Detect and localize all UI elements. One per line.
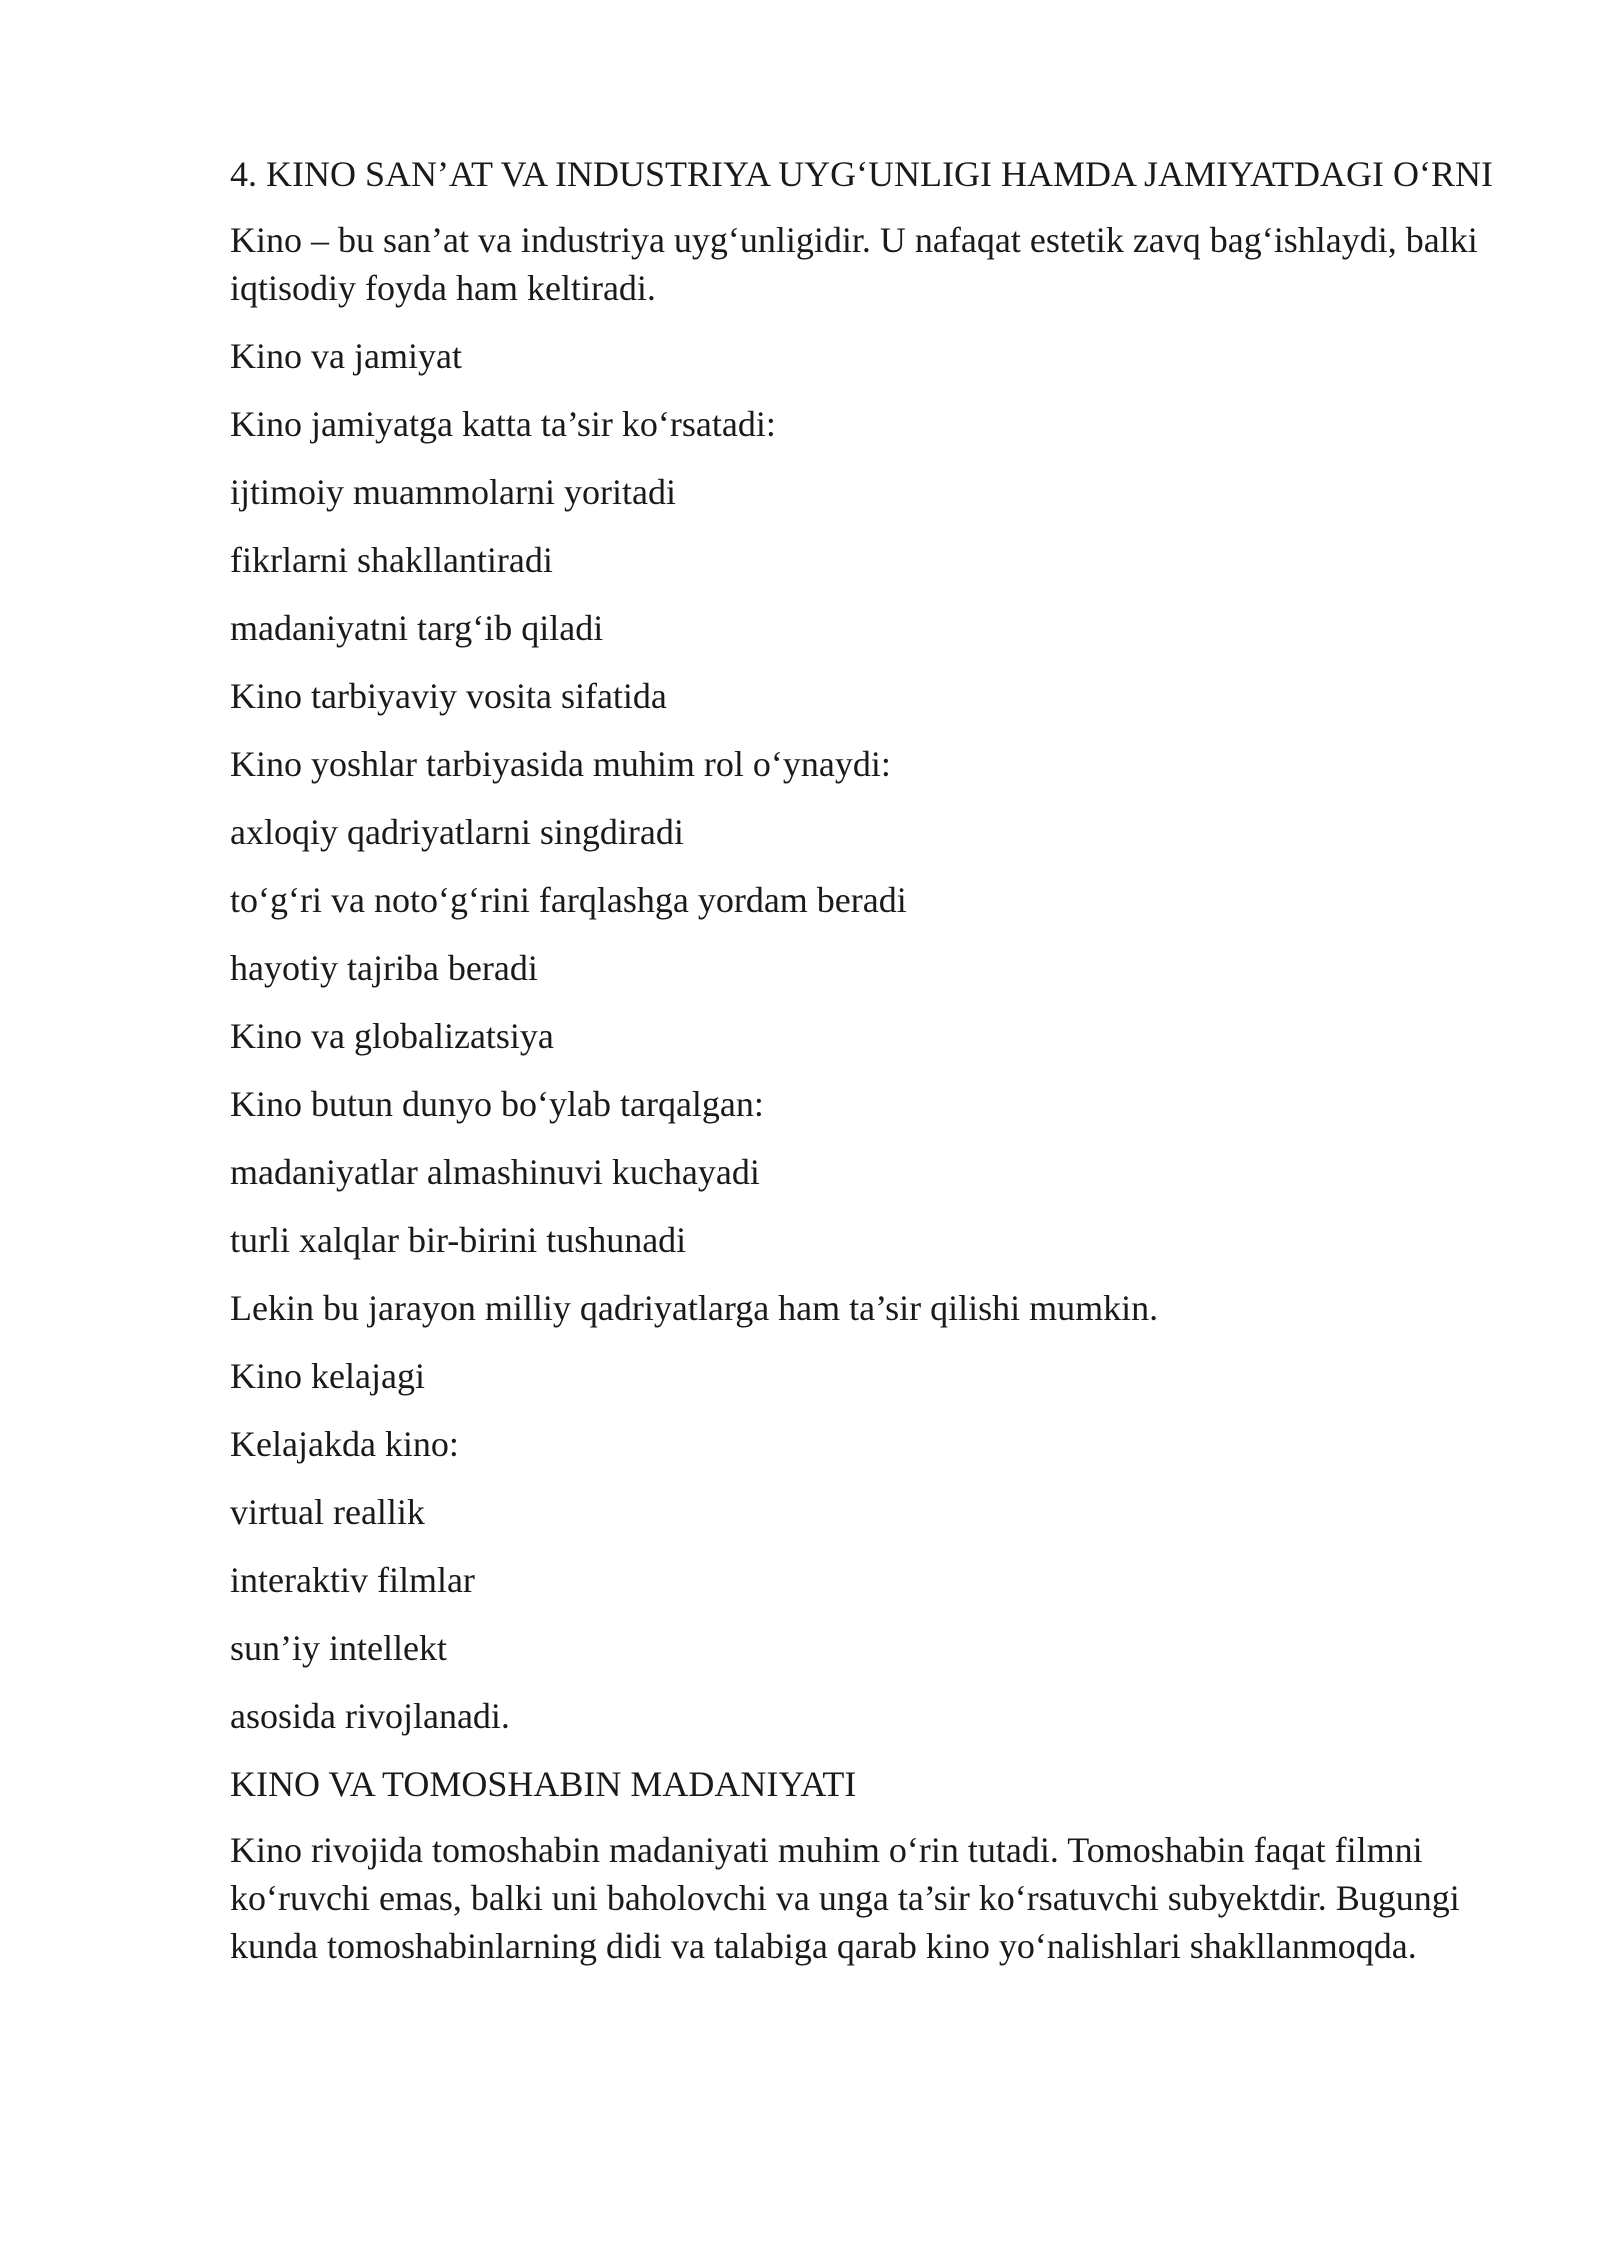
paragraph: fikrlarni shakllantiradi: [230, 540, 553, 580]
section-heading: KINO VA TOMOSHABIN MADANIYATI: [230, 1764, 857, 1804]
paragraph: hayotiy tajriba beradi: [230, 948, 538, 988]
paragraph: madaniyatni targ‘ib qiladi: [230, 608, 604, 648]
paragraph: ijtimoiy muammolarni yoritadi: [230, 472, 676, 512]
paragraph: madaniyatlar almashinuvi kuchayadi: [230, 1152, 760, 1192]
document-body: [230, 150, 1500, 1990]
paragraph: Kino tarbiyaviy vosita sifatida: [230, 676, 667, 716]
paragraph: to‘g‘ri va noto‘g‘rini farqlashga yordam beradi: [230, 880, 907, 920]
paragraph: Lekin bu jarayon milliy qadriyatlarga ham ta’sir qilishi mumkin.: [230, 1288, 1159, 1328]
paragraph: asosida rivojlanadi.: [230, 1696, 510, 1736]
paragraph: Kelajakda kino:: [230, 1424, 459, 1464]
paragraph: Kino yoshlar tarbiyasida muhim rol o‘ynaydi:: [230, 744, 891, 784]
paragraph: Kino butun dunyo bo‘ylab tarqalgan:: [230, 1084, 764, 1124]
paragraph: Kino rivojida tomoshabin madaniyati muhim o‘rin tutadi. Tomoshabin faqat filmni ko‘ruvchi emas, balki uni baholovchi va unga ta’sir ko‘rsatuvchi subyektdir. Bugungi kunda tomoshabinlarning didi va talabiga qarab kino yo‘nalishlari shakllanmoqda.: [230, 1830, 1460, 1966]
paragraph: axloqiy qadriyatlarni singdiradi: [230, 812, 684, 852]
paragraph: interaktiv filmlar: [230, 1560, 475, 1600]
paragraph: Kino – bu san’at va industriya uyg‘unligidir. U nafaqat estetik zavq bag‘ishlaydi, balki iqtisodiy foyda ham keltiradi.: [230, 220, 1478, 308]
paragraph: sun’iy intellekt: [230, 1628, 447, 1668]
paragraph: Kino jamiyatga katta ta’sir ko‘rsatadi:: [230, 404, 776, 444]
paragraph: turli xalqlar bir-birini tushunadi: [230, 1220, 687, 1260]
section-heading: 4. KINO SAN’AT VA INDUSTRIYA UYG‘UNLIGI HAMDA JAMIYATDAGI O‘RNI: [230, 154, 1494, 194]
paragraph: virtual reallik: [230, 1492, 425, 1532]
paragraph: Kino va jamiyat: [230, 336, 462, 376]
paragraph: Kino kelajagi: [230, 1356, 425, 1396]
paragraph: Kino va globalizatsiya: [230, 1016, 554, 1056]
